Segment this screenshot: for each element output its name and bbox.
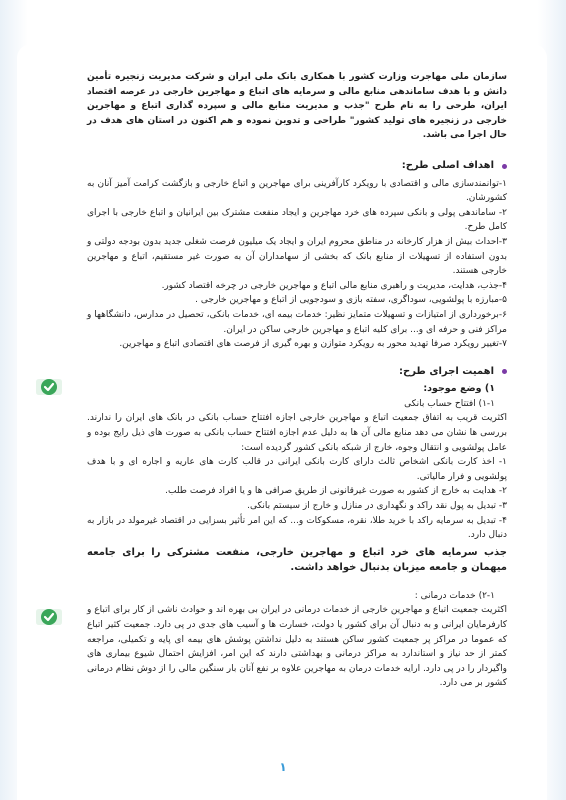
goals-heading [87,159,507,174]
bullet-icon [502,369,507,374]
bank-account-text: اکثریت قریب به اتفاق جمعیت اتباع و مهاجرین خارجی اجازه افتتاح حساب بانکی در بانک های ایران را ندارند. بررسی ها نشان می دهد منابع مالی آن ها به دلیل عدم اجازه افتتاح حساب بانکی به صورت های ذیل رایج بوده و عامل پولشویی و انتقال وجوه، خارج از شبکه بانکی کشور گردیده است: [87,413,507,453]
health-services-text: اکثریت جمعیت اتباع و مهاجرین خارجی از خدمات درمانی در ایران بی بهره اند و حوادث ناشی از کار برای اتباع و کارفرمایان ایرانی و به دنبال آن برای کشور یا دولت، خسارت ها و آسیب های جدی در پی دارد. جمعیت کثیر اتباع که عموما در مراکز پر جمعیت کشور ساکن هستند به دلیل نداشتن پوشش های بیمه ای پایه و تکمیلی، مراجعه کمتر از حد نیاز و استاندارد به مراکز درمانی و بهداشتی دارند که این امر، افزایش احتمال شیوع بیماری های واگیردار را در پی دارد. ارایه خدمات درمان به مهاجرین علاوه بر نفع آنان بار سنگین مالی را از دوش نظام درمانی کشور بر می دارد. [87,605,507,689]
goal-item: ۶-برخورداری از امتیازات و تسهیلات متمایز نظیر: خدمات بیمه ای، خدمات بانکی، تحصیل در مدارس، دانشگاهها و مراکز فنی و حرفه ای و... برای کلیه اتباع و مهاجرین خارجی ساکن در ایران. [87,309,507,335]
document-body [87,70,507,691]
bank-account-item: ۳- تبدیل به پول نقد راکد و نگهداری در منازل و خارج از سیستم بانکی. [247,501,507,512]
goal-item: ۵-مبارزه با پولشویی، سوداگری، سفته بازی و سودجویی از اتباع و مهاجرین خارجی . [195,295,507,306]
check-icon [35,607,63,627]
intro-paragraph: سازمان ملی مهاجرت وزارت کشور با همکاری بانک ملی ایران و شرکت مدیریت زنجیره تأمین دانش و با هدف ساماندهی منابع مالی و سرمایه های اتباع و مهاجرین خارجی در عرصه اقتصاد ایران، طرحی را به نام طرح "جذب و مدیریت منابع مالی و سپرده گذاری اتباع و مهاجرین خارجی در زنجیره های تولید کشور" طراحی و تدوین نموده و هم اکنون در استان های هدف در حال اجرا می باشد. [87,72,507,141]
bank-account-item: ۴- تبدیل به سرمایه راکد با خرید طلا، نقره، مسکوکات و... که این امر تأثیر بسزایی در اقتصاد غیرمولد در بازار به دنبال دارد. [87,515,507,541]
page-number: ۱ [279,760,287,774]
goal-item: ۲- ساماندهی پولی و بانکی سپرده های خرد مهاجرین و ایجاد منفعت مشترک بین ایرانیان و اتباع خارجی با اجرای کامل طرح. [87,207,507,233]
bank-account-item: ۱- اخذ کارت بانکی اشخاص ثالث دارای کارت بانکی ایرانی در قالب کارت های عاریه و اجاره ای و با هدف پولشویی و فرار مالیاتی. [87,457,507,482]
health-services-title: ۲-۱) خدمات درمانی : [414,590,495,601]
bank-account-title: ۱-۱) افتتاح حساب بانکی [404,398,495,409]
goal-item: ۱-توانمندسازی مالی و اقتصادی با رویکرد کارآفرینی برای مهاجرین و اتباع خارجی و بازگشت کرامت آمیز آنان به کشورشان. [87,178,507,204]
goal-item: ۳-احداث بیش از هزار کارخانه در مناطق محروم ایران و ایجاد یک میلیون فرصت شغلی جدید بدون بودجه دولتی و بدون استفاده از تسهیلات از منابع بانک که بخشی از سهامداران آن به صورت غیر مستقیم، اتباع و مهاجرین خارجی هستند. [87,236,507,277]
importance-heading [87,365,507,380]
current-status-title: ۱) وضع موجود: [423,383,495,395]
importance-title: اهمیت اجرای طرح: [399,365,494,377]
bank-account-item: ۲- هدایت به خارج از کشور به صورت غیرقانونی از طریق صرافی ها و یا افراد فرصت طلب. [165,486,507,497]
callout-text: جذب سرمایه های خرد اتباع و مهاجرین خارجی، منفعت مشترکی را برای جامعه میهمان و جامعه میزبان بدنبال خواهد داشت. [87,546,507,573]
goals-title: اهداف اصلی طرح: [401,159,494,171]
document-sheet [17,44,547,800]
goal-item: ۷-تغییر رویکرد صرفا تهدید محور به رویکرد متوازن و بهره گیری از فرصت های اقتصادی اتباع و مهاجرین. [119,339,507,350]
check-icon [35,377,63,397]
goal-item: ۴-جذب، هدایت، مدیریت و راهبری منابع مالی اتباع و مهاجرین خارجی در چرخه اقتصاد کشور. [161,280,507,291]
bullet-icon [502,164,507,169]
